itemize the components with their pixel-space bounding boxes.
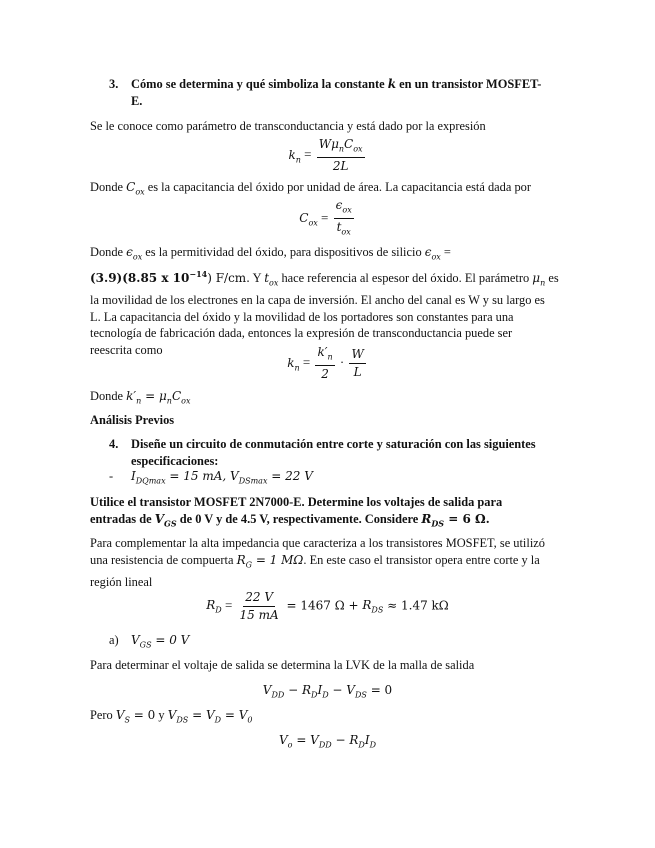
eq4-lhs-sub: D <box>215 605 222 615</box>
p6-l2b: = 1 MΩ <box>252 552 304 567</box>
p3-line6: reescrita como <box>90 342 163 357</box>
p3-l1b: es la permitividad del óxido, para dispositivos de silicio <box>142 245 425 259</box>
p3-l1var-sub: ox <box>132 252 143 262</box>
p5-l2var2: R <box>421 511 432 526</box>
eq4-lhs: R <box>206 598 216 613</box>
paragraph-gate-resistance <box>90 535 570 590</box>
eq2-den: t <box>336 220 342 235</box>
eq1-num-sub1: n <box>338 144 345 154</box>
paragraph-transconductance: Se le conoce como parámetro de transconductancia y está dado por la expresión <box>90 119 486 133</box>
p3-l2var2: μ <box>532 270 541 285</box>
eq4-rhs1: = 1467 Ω + <box>282 598 363 613</box>
p6-line2 <box>90 552 570 574</box>
eq2-fraction <box>334 198 354 240</box>
p6-l2c: . En este caso el transistor opera entre corte y la <box>303 552 540 567</box>
eq6-a-sub: o <box>287 740 293 750</box>
spec-b-sub: DSmax <box>238 476 268 486</box>
p8-mid3: = V <box>188 708 215 722</box>
eq5-a: V <box>262 683 272 697</box>
eq1-lhs: k <box>288 147 296 162</box>
question-3-title-part1: Cómo se determina y qué simboliza la constante <box>131 77 388 91</box>
p8-mid4: = V <box>221 708 248 722</box>
p6-l2var: R <box>236 552 246 567</box>
p3-l2b: ) F/cm. <box>207 270 250 285</box>
eq4-fraction <box>238 590 281 623</box>
eq3-den2: L <box>353 365 362 380</box>
p6-line3: región lineal <box>90 574 153 589</box>
eq2-lhs-sub: ox <box>308 218 318 228</box>
eq5-b-sub: D <box>311 690 318 700</box>
question-4-line2: especificaciones: <box>131 453 219 468</box>
eq6-b: = V <box>292 733 319 747</box>
p6-l2a: una resistencia de compuerta <box>90 552 237 567</box>
paragraph-permittivity <box>90 244 570 358</box>
p2-var-sub: ox <box>135 187 145 197</box>
spec-bullet: - <box>109 469 114 483</box>
p4-start: Donde <box>90 389 127 403</box>
spec-c: = 22 V <box>267 469 313 483</box>
p3-l1c: = <box>440 245 451 259</box>
p2-start: Donde <box>90 180 127 194</box>
p5-l2a: entradas de <box>90 511 155 526</box>
eq5-e: = 0 <box>366 683 393 697</box>
eq3-equals: = <box>299 354 314 370</box>
p5-l2c: = 6 Ω. <box>444 511 490 526</box>
eq6-c-sub: D <box>358 740 365 750</box>
spec-a-sub: DQmax <box>135 476 166 486</box>
eq4-den: 15 mA <box>239 608 279 622</box>
item-a-var-sub: GS <box>139 640 152 650</box>
p3-l1var: ϵ <box>126 245 133 259</box>
p4-rest2: C <box>171 389 182 403</box>
eq1-equals: = <box>300 146 315 162</box>
p4-var-sub: n <box>136 396 142 406</box>
p3-line4: L. La capacitancia del óxido y la movilidad de los portadores son constantes para una <box>90 309 514 324</box>
p3-l1a: Donde <box>90 245 127 259</box>
section-heading-analisis-previos: Análisis Previos <box>90 413 175 427</box>
eq5-d: − V <box>328 683 355 697</box>
eq6-d-sub: D <box>369 740 376 750</box>
p8-v1-sub: S <box>124 715 130 725</box>
p3-l2var-sub: ox <box>269 278 279 288</box>
question-3-title-part2: en un transistor MOSFET- <box>396 77 542 91</box>
spec-a: I <box>131 469 136 483</box>
equation-kn <box>0 137 655 174</box>
equation-vo <box>0 732 655 749</box>
eq6-d: I <box>364 733 370 747</box>
p3-l2sup: −14 <box>189 268 208 279</box>
p5-line1: Utilice el transistor MOSFET 2N7000-E. Determine los voltajes de salida para <box>90 495 503 509</box>
eq3-num1: k′ <box>317 345 328 359</box>
p2-var: C <box>126 180 136 194</box>
p3-l2a: (3.9)(8.85 x 10 <box>90 270 190 285</box>
eq4-rhs2: ≈ 1.47 kΩ <box>383 598 449 613</box>
question-3-number: 3. <box>109 77 119 91</box>
p4-rest: = μ <box>141 389 167 403</box>
paragraph-vs <box>90 707 570 729</box>
p8-v2: V <box>167 708 177 722</box>
equation-kn-rewritten <box>0 345 655 382</box>
p2-rest: es la capacitancia del óxido por unidad de área. La capacitancia está dada por <box>144 180 531 194</box>
p4-rest2-sub: ox <box>181 396 191 406</box>
eq2-den-sub: ox <box>341 227 351 237</box>
eq3-den1: 2 <box>321 367 329 382</box>
item-a-var: V <box>131 633 140 647</box>
p8-mid4-sub: 0 <box>247 715 253 725</box>
eq5-a-sub: DD <box>271 690 285 700</box>
p6-l2var-sub: G <box>245 559 252 569</box>
eq3-fraction2 <box>349 347 365 380</box>
p8-v1: V <box>115 708 125 722</box>
eq4-num: 22 V <box>243 590 275 607</box>
eq6-b-sub: DD <box>318 740 332 750</box>
p3-l2c: Y <box>249 270 265 285</box>
p3-l2d: hace referencia al espesor del óxido. El parámetro <box>278 270 533 285</box>
p3-line2 <box>90 266 570 292</box>
eq1-lhs-sub: n <box>295 155 301 165</box>
eq1-den: 2L <box>332 159 349 174</box>
eq6-a: V <box>279 733 288 747</box>
eq5-c-sub: D <box>322 690 329 700</box>
p3-line5: tecnología de fabricación dada, entonces la expresión de transconductancia puede ser <box>90 326 513 341</box>
p5-l2var: V <box>154 511 165 526</box>
eq6-c: − R <box>331 733 359 747</box>
equation-cox <box>0 198 655 240</box>
p8-v2-sub: DS <box>176 715 189 725</box>
p5-l2b: de 0 V y de 4.5 V, respectivamente. Considere <box>176 511 422 526</box>
p3-l2e: es <box>545 270 559 285</box>
eq3-fraction1 <box>315 345 334 382</box>
p4-var: k′ <box>126 389 137 403</box>
p8-start: Pero <box>90 708 116 722</box>
eq4-rhs-var: R <box>362 598 372 613</box>
p5-line2 <box>90 511 570 532</box>
question-3-k-symbol: k <box>387 77 397 91</box>
paragraph-instructions <box>90 494 570 532</box>
p3-l2var: t <box>264 270 270 285</box>
eq2-num: ϵ <box>335 198 343 212</box>
p8-mid1: = 0 <box>129 708 156 722</box>
question-4-line1: Diseñe un circuito de conmutación entre corte y saturación con las siguientes <box>131 437 536 451</box>
eq2-num-sub: ox <box>342 205 352 215</box>
item-a-rest: = 0 V <box>151 633 190 647</box>
p3-l1var2: ϵ <box>424 245 432 259</box>
eq3-dot: · <box>336 354 348 370</box>
question-3-title-line2: E. <box>131 93 143 108</box>
p4-rest-sub: n <box>166 396 172 406</box>
eq5-d-sub: DS <box>354 690 367 700</box>
p8-mid2: y <box>155 708 168 722</box>
eq3-lhs: k <box>287 355 295 370</box>
p3-line1 <box>90 244 570 266</box>
p3-l2var2-sub: n <box>540 278 546 288</box>
p3-line3: la movilidad de los electrones en la capa de inversión. El ancho del canal es W y su largo es <box>90 292 545 307</box>
question-4-number: 4. <box>109 437 119 451</box>
eq3-num1-sub: n <box>327 352 333 362</box>
p6-line1: Para complementar la alta impedancia que caracteriza a los transistores MOSFET, se utilizó <box>90 536 545 550</box>
paragraph-kprime <box>90 388 570 410</box>
paragraph-lvk: Para determinar el voltaje de salida se determina la LVK de la malla de salida <box>90 658 475 672</box>
item-a-label: a) <box>109 633 119 647</box>
eq5-b: − R <box>284 683 312 697</box>
eq2-lhs: C <box>299 210 309 225</box>
eq2-equals: = <box>317 209 332 225</box>
equation-lvk <box>0 682 655 699</box>
eq4-rhs-sub: DS <box>371 605 384 615</box>
eq3-lhs-sub: n <box>294 363 300 373</box>
eq5-c: I <box>317 683 323 697</box>
p5-l2var-sub: GS <box>164 517 177 528</box>
eq4-equals: = <box>221 597 236 613</box>
p5-l2var2-sub: DS <box>431 517 445 528</box>
spec-b: = 15 mA, V <box>165 469 239 483</box>
eq1-num: Wμ <box>318 137 339 151</box>
p3-l1var2-sub: ox <box>431 252 441 262</box>
eq1-num-sub2: ox <box>353 144 363 154</box>
equation-rd <box>0 590 655 623</box>
p8-mid3-sub: D <box>214 715 222 725</box>
eq1-num-c: C <box>344 137 354 151</box>
eq1-fraction <box>317 137 365 174</box>
eq3-num2: W <box>349 347 365 364</box>
